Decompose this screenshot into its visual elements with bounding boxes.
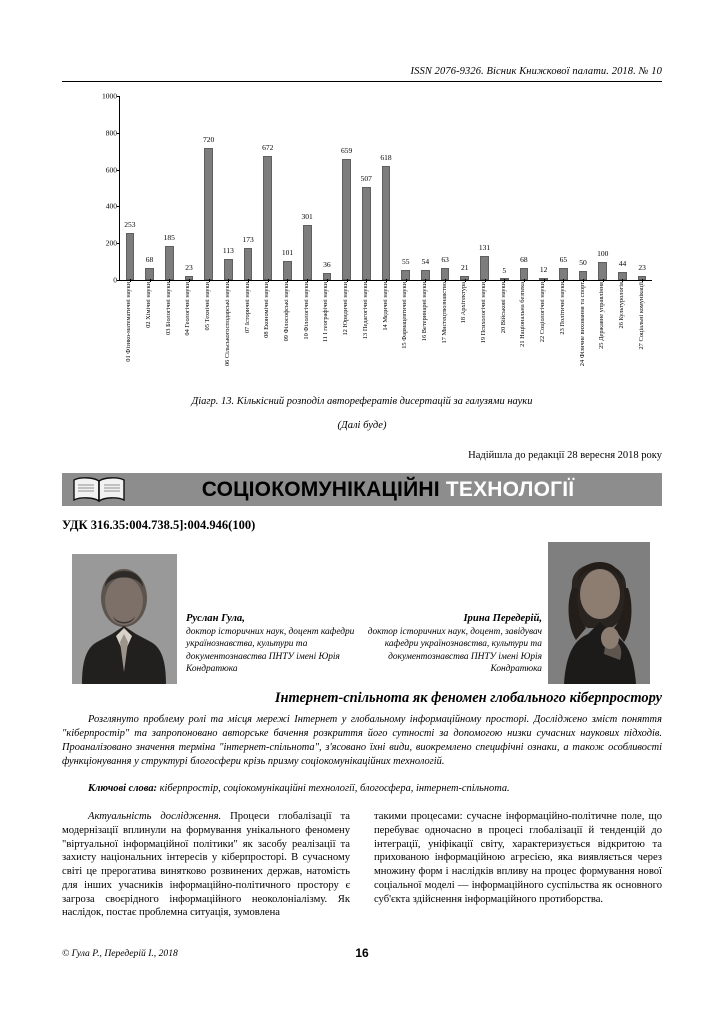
- chart-bar-value-label: 131: [478, 242, 491, 252]
- chart-x-tick-label: 04 Геологічні науки: [184, 282, 192, 336]
- udk-code: УДК 316.35:004.738.5]:004.946(100): [62, 518, 256, 532]
- chart-bar: [283, 261, 292, 280]
- chart-x-tick-label: 08 Економічні науки: [263, 282, 271, 338]
- section-banner-title: [128, 478, 662, 502]
- chart-bar-value-label: 301: [301, 211, 313, 221]
- chart-bar-value-label: 65: [559, 255, 568, 265]
- chart-bar-value-label: 113: [222, 246, 234, 256]
- chart-x-tick-label: 25 Державне управління: [598, 282, 606, 349]
- chart-bar-group: [244, 96, 253, 280]
- chart-bar-group: [598, 96, 607, 280]
- chart-bar-value-label: 618: [380, 153, 392, 163]
- chart-bar-value-label: 50: [579, 257, 587, 267]
- body-lead-in: Актуальність дослідження.: [88, 811, 222, 822]
- chart-bar-group: [165, 96, 174, 280]
- chart-x-tick-label: 07 Історичні науки: [243, 282, 251, 334]
- open-book-icon: [70, 476, 128, 503]
- bar-chart: [62, 88, 662, 388]
- chart-bar-value-label: 44: [618, 258, 627, 268]
- chart-bar-group: [185, 96, 194, 280]
- chart-x-tick-label: 01 Фізико-математичні науки: [125, 282, 133, 362]
- chart-bar-group: [460, 96, 469, 280]
- chart-bar-group: [342, 96, 351, 280]
- keywords-text: кіберпростір, соціокомунікаційні технології, блогосфера, інтернет-спільнота.: [156, 783, 510, 794]
- chart-bar-group: [539, 96, 548, 280]
- body-paragraph-left: [62, 810, 350, 920]
- author-bio-right: [360, 612, 542, 676]
- chart-bar-group: [224, 96, 233, 280]
- article-keywords: [62, 782, 662, 796]
- chart-x-tick-label: 06 Сільськогосподарські науки: [223, 282, 231, 367]
- chart-bar-group: [401, 96, 410, 280]
- chart-x-tick-label: 20 Військові науки: [499, 282, 507, 334]
- author-bio-left: [186, 612, 366, 676]
- chart-x-tick-label: 11 І географічні науки: [322, 282, 330, 343]
- chart-bar: [480, 256, 489, 280]
- chart-bar-group: [520, 96, 529, 280]
- author-name-right: Ірина Передерій,: [463, 613, 542, 624]
- chart-bar-group: [362, 96, 371, 280]
- chart-x-tick-label: 17 Мистецтвознавство: [440, 282, 448, 344]
- chart-x-tick-label: 23 Політичні науки: [558, 282, 566, 335]
- chart-y-tick-label: 200: [105, 238, 117, 248]
- chart-bar: [303, 225, 312, 280]
- article-abstract: Розглянуто проблему ролі та місця мережі Інтернет у глобальному інформаційному просторі. Досліджено зміст поняття "кіберпростір" та запропоновано авторське бачення розкриття його сутності за допомогою низки сучасних наукових підходів. Проаналізовано значення терміна "інтернет-спільнота", з'ясовано їхні види, виокремлено специфічні ознаки, а також особливості функціонування у структурі блогосфери крізь призму соціокомунікаційних технологій.: [62, 714, 662, 768]
- chart-bar-value-label: 12: [539, 264, 548, 274]
- chart-x-tick-label: 03 Біологічні науки: [164, 282, 172, 335]
- chart-bar-value-label: 173: [242, 235, 254, 245]
- chart-bar: [263, 156, 272, 280]
- chart-bar-value-label: 185: [163, 232, 175, 242]
- body-column-left: [62, 810, 350, 920]
- banner-word-primary: СОЦІОКОМУНІКАЦІЙНІ: [201, 477, 440, 501]
- section-banner: [62, 473, 662, 506]
- running-head: ISSN 2076-9326. Вісник Книжкової палати. 2018. № 10: [410, 66, 662, 77]
- author-photo-right: [548, 542, 650, 684]
- chart-x-tick-label: 18 Архітектура: [460, 282, 468, 324]
- chart-bar-value-label: 21: [461, 263, 469, 273]
- article-title: Інтернет-спільнота як феномен глобального кіберпростору: [274, 690, 662, 706]
- author-affiliation-right: доктор історичних наук, доцент, завідувач кафедри українознавства, культури та документознавства ПНТУ імені Юрія Кондратюка: [367, 626, 542, 675]
- author-photo-left: [72, 554, 177, 684]
- chart-bar-group: [421, 96, 430, 280]
- chart-bar: [382, 166, 391, 280]
- chart-bar: [244, 248, 253, 280]
- chart-bar-group: [145, 96, 154, 280]
- chart-bar-group: [638, 96, 647, 280]
- author-affiliation-left: доктор історичних наук, доцент кафедри українознавства, культури та документознавства ПНТУ імені Юрія Кондратюка: [186, 626, 355, 675]
- keywords-label: Ключові слова:: [88, 783, 157, 794]
- chart-bar-value-label: 253: [124, 220, 136, 230]
- chart-bar-group: [559, 96, 568, 280]
- chart-bar-value-label: 36: [323, 260, 331, 270]
- chart-x-tick-label: 26 Культурологія: [617, 282, 625, 329]
- chart-bar: [224, 259, 233, 280]
- chart-bar-group: [618, 96, 627, 280]
- chart-x-tick-label: 10 Філологічні науки: [302, 282, 310, 340]
- chart-x-tick-label: 02 Хімічні науки: [145, 282, 153, 328]
- chart-x-tick-label: 16 Ветеринарні науки: [420, 282, 428, 342]
- body-text-left: Процеси глобалізації та модернізації вплинули на формування унікального феномену "віртуальної інформаційної політики" як засобу реалізації та захисту національних інтересів у кіберпросторі. В сучасному світі це прерогатива винятково розвинених держав, натомість для інших учасників інформаційно-політичного простору є загроза своєрідного інформаційного неоколоніалізму. Як наслідок, постає проблемна ситуація, зумовлена: [62, 811, 351, 919]
- chart-bar-group: [382, 96, 391, 280]
- chart-bar-group: [303, 96, 312, 280]
- chart-y-tick-label: 400: [105, 201, 117, 211]
- running-head-rule: [62, 81, 662, 82]
- chart-bar: [342, 159, 351, 280]
- chart-x-tick-label: 13 Педагогічні науки: [361, 282, 369, 340]
- chart-x-tick-label: 12 Юридичні науки: [342, 282, 350, 336]
- chart-x-tick-label: 15 Фармацевтичні науки: [401, 282, 409, 349]
- body-text-right: такими процесами: сучасне інформаційно-політичне поле, що перебуває одночасно в процесі глобалізації й тенденцій до інтеграції, уніфікації світу, характеризується відкритою та прихованою інформаційною агресією, яка виявляється через множину форм і наслідків впливу на процес формування нової соціальної моделі — інформаційного суспільства як основного суб'єкта здійснення інформаційного протиборства.: [374, 811, 662, 905]
- copyright-line: © Гула Р., Передерій І., 2018: [62, 948, 178, 959]
- chart-x-tick-label: 21 Національна безпека: [519, 282, 527, 347]
- chart-bar-value-label: 68: [520, 254, 528, 264]
- chart-x-tick-label: 27 Соціальні комунікації: [637, 282, 645, 350]
- chart-x-labels: [120, 282, 652, 386]
- chart-bar-value-label: 23: [638, 262, 646, 272]
- chart-y-tick-label: 0: [113, 275, 117, 285]
- chart-bar-group: [204, 96, 213, 280]
- chart-bar-value-label: 5: [502, 266, 507, 276]
- chart-x-tick-label: 22 Соціологічні науки: [539, 282, 547, 343]
- chart-bar-value-label: 23: [185, 262, 193, 272]
- received-note: Надійшла до редакції 28 вересня 2018 року: [468, 450, 662, 461]
- chart-bar-group: [441, 96, 450, 280]
- chart-y-tick-mark: [117, 280, 120, 281]
- chart-bar-value-label: 63: [441, 255, 449, 265]
- body-paragraph-right: [374, 810, 662, 906]
- author-name-left: Руслан Гула,: [186, 613, 245, 624]
- chart-bar-group: [480, 96, 489, 280]
- chart-bar-group: [500, 96, 509, 280]
- chart-bar-value-label: 68: [145, 254, 154, 264]
- chart-bar-group: [126, 96, 135, 280]
- chart-bar-group: [283, 96, 292, 280]
- chart-bar-value-label: 672: [262, 143, 274, 153]
- chart-bar-group: [323, 96, 332, 280]
- figure-caption: Діагр. 13. Кількісний розподіл авторефератів дисертацій за галузями науки: [191, 396, 533, 407]
- chart-bar-value-label: 100: [597, 248, 609, 258]
- chart-bar-value-label: 507: [360, 173, 372, 183]
- chart-bars: [120, 96, 652, 280]
- chart-x-tick-label: 24 Фізичне виховання та спорт: [578, 282, 586, 367]
- chart-bar: [598, 262, 607, 280]
- chart-bar-value-label: 101: [281, 248, 294, 258]
- chart-bar: [204, 148, 213, 280]
- chart-bar-group: [263, 96, 272, 280]
- chart-bar-value-label: 720: [203, 134, 215, 144]
- chart-x-tick-label: 14 Медичні науки: [381, 282, 389, 331]
- chart-x-tick-label: 09 Філософські науки: [282, 282, 290, 342]
- chart-bar-value-label: 55: [401, 256, 410, 266]
- chart-bar-value-label: 659: [340, 145, 353, 155]
- chart-x-tick-label: 19 Психологічні науки: [480, 282, 488, 344]
- chart-y-tick-label: 600: [105, 165, 117, 175]
- body-column-right: [374, 810, 662, 906]
- chart-y-tick-label: 800: [105, 128, 117, 138]
- continuation-note: (Далі буде): [337, 420, 387, 431]
- chart-bar: [362, 187, 371, 280]
- chart-bar: [126, 233, 135, 280]
- banner-word-secondary: ТЕХНОЛОГІЇ: [445, 477, 575, 501]
- chart-x-tick-label: 05 Технічні науки: [204, 282, 212, 331]
- chart-bar-value-label: 54: [421, 257, 430, 267]
- chart-y-tick-label: 1000: [102, 91, 117, 101]
- chart-bar: [165, 246, 174, 280]
- chart-bar-group: [579, 96, 588, 280]
- page-number: 16: [355, 946, 369, 960]
